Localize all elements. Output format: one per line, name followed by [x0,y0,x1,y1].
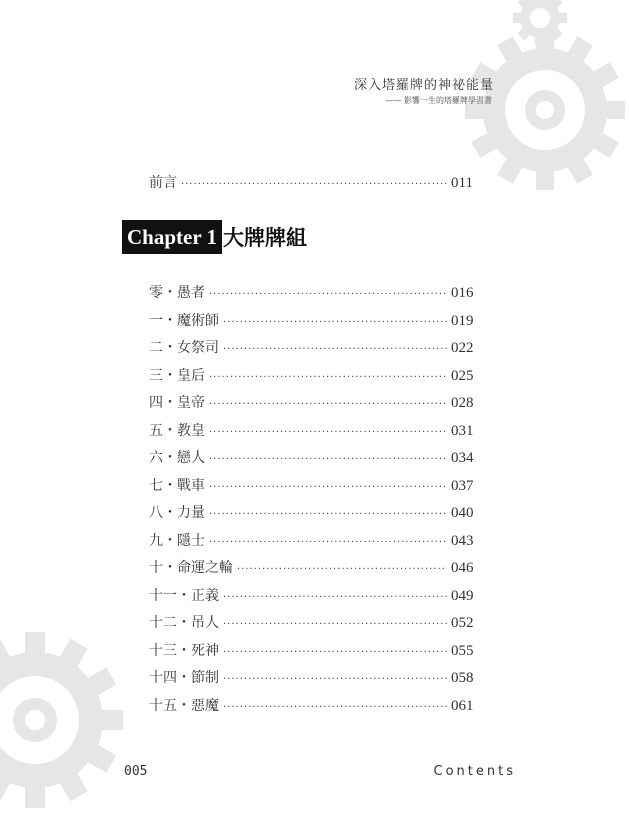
toc-entry[interactable] [149,695,479,717]
dot-leader [223,344,447,355]
dot-leader [237,564,447,575]
toc-entry[interactable] [149,502,479,524]
dot-leader [223,647,447,658]
toc-entry-label: 十五・惡魔 [149,697,219,714]
toc-entry-page: 055 [451,642,474,659]
dot-leader [223,674,447,685]
toc-entry-label: 一・魔術師 [149,312,219,329]
toc-entry-page: 034 [451,450,474,466]
toc-entry-label: 八・力量 [149,505,205,521]
section-label: Contents [433,764,516,779]
toc-entry-label: 二・女祭司 [149,340,219,356]
toc-entry[interactable] [149,612,479,634]
chapter-title: 大牌牌組 [223,225,307,250]
toc-entry-page: 031 [451,422,474,439]
toc-entry-page: 046 [451,560,474,576]
dot-leader [209,509,447,520]
toc-entry[interactable] [149,585,479,607]
toc-entry[interactable] [149,282,479,304]
toc-entry-page: 028 [451,395,474,411]
toc-entry-label: 五・教皇 [149,422,205,439]
toc-entry-page: 049 [451,587,474,604]
toc-entry-label: 十・命運之輪 [149,560,233,576]
toc-entry[interactable] [149,310,479,332]
toc-entry-page: 011 [451,175,473,191]
dot-leader [209,537,447,548]
toc-entry[interactable] [149,392,479,414]
toc-entry-page: 022 [451,340,474,356]
toc-entry[interactable] [149,365,479,387]
dot-leader [209,289,447,300]
toc-entry[interactable] [149,557,479,579]
toc-entry-page: 019 [451,312,474,329]
dot-leader [209,372,447,383]
toc-entry-label: 十四・節制 [149,670,219,686]
toc-entry-label: 十三・死神 [149,642,219,659]
toc-entry-preface[interactable] [149,172,479,194]
toc-entry-page: 043 [451,532,474,549]
toc-entry-label: 六・戀人 [149,450,205,466]
toc-entry-page: 058 [451,670,474,686]
toc-entry-page: 025 [451,367,474,384]
toc-entry[interactable] [149,530,479,552]
book-subtitle: —— 影響一生的塔羅牌學習書 [385,96,492,105]
dot-leader [209,454,447,465]
page-number: 005 [124,764,148,779]
toc-entry[interactable] [149,447,479,469]
toc-entry-page: 061 [451,697,474,714]
toc-entry-page: 040 [451,505,474,521]
dot-leader [181,179,447,190]
gear-icon [0,610,150,836]
toc-entry[interactable] [149,337,479,359]
toc-entry-label: 四・皇帝 [149,395,205,411]
dot-leader [209,399,447,410]
dot-leader [223,592,447,603]
toc-entry-page: 016 [451,285,474,301]
toc-entry[interactable] [149,640,479,662]
toc-entry[interactable] [149,475,479,497]
book-title: 深入塔羅牌的神祕能量 [353,78,494,93]
dot-leader [223,702,447,713]
dot-leader [223,619,447,630]
toc-entry[interactable] [149,420,479,442]
dot-leader [209,482,447,493]
dot-leader [223,317,447,328]
toc-entry-label: 七・戰車 [149,477,205,494]
toc-entry-label: 九・隱士 [149,532,205,549]
toc-entry[interactable] [149,667,479,689]
toc-entry-label: 十一・正義 [149,587,219,604]
toc-entry-label: 前言 [149,175,177,191]
toc-entry-label: 十二・吊人 [149,615,219,631]
chapter-number-badge: Chapter 1 [122,220,222,254]
toc-entry-label: 零・愚者 [149,285,205,301]
toc-entry-page: 052 [451,615,474,631]
dot-leader [209,427,447,438]
toc-entry-page: 037 [451,477,474,494]
toc-entry-label: 三・皇后 [149,367,205,384]
